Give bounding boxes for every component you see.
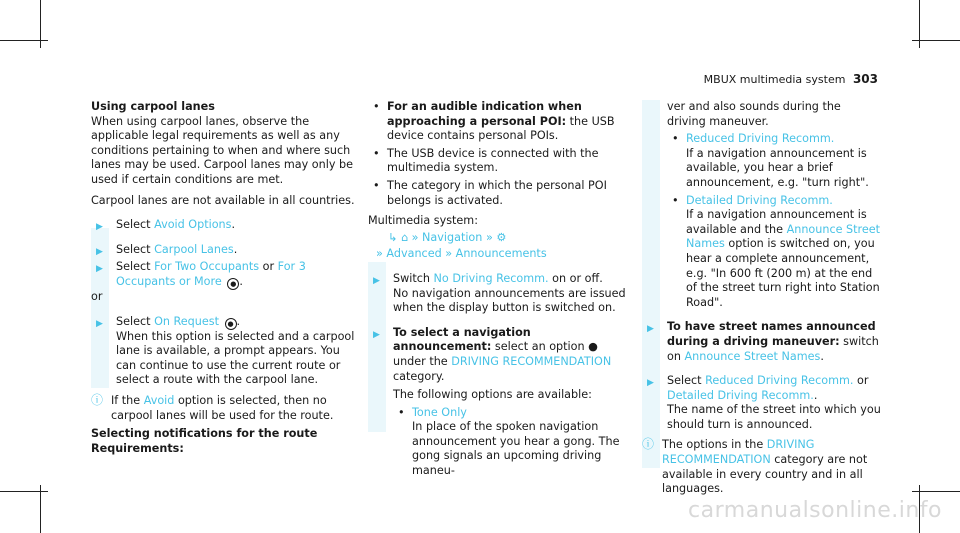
info-note-2: ⓘ The options in the DRIVING RECOMMENDATION category are not available in every country and in all languages. [642, 437, 868, 496]
link-announce-street-names[interactable]: Announce Street Names [686, 222, 881, 251]
link-two-occupants[interactable]: For Two Occupants [154, 260, 260, 274]
step-carpool-lanes: ▶ Select Carpool Lanes. [91, 243, 356, 258]
crop-mark [912, 491, 960, 492]
option-detailed: • Detailed Driving Recomm. If a navigation announcement is available and the Announce Street Names option is switched on, you hear a complete announcement, e.g. "In 600 ft (200 m) at the end of the street turn right into Station Road". [672, 193, 881, 309]
select-button-icon: ● [227, 278, 239, 290]
option-tone-only: • Tone Only In place of the spoken navigation announcement you hear a gong. The gong signals an upcoming driving maneu- [398, 405, 620, 478]
step-street-names: ▶ To have street names announced during a driving maneuver: switch on Announce Street Names. [647, 320, 879, 363]
path-navigation[interactable]: Navigation [422, 230, 483, 244]
link-on-request[interactable]: On Request [154, 314, 219, 328]
column-1 [91, 100, 356, 456]
link-detailed-driving-recomm[interactable]: Detailed Driving Recomm. [686, 193, 833, 207]
path-arrow-icon: ↳ [388, 230, 398, 244]
on-request-desc: When this option is selected and a carpool lane is available, a prompt appears. You can continue to use the current route or select a route with the carpool lane. [116, 329, 355, 387]
chevron-icon: » [445, 247, 453, 261]
crop-mark [912, 40, 960, 41]
step-arrow-icon: ▶ [96, 264, 103, 275]
info-icon: ⓘ [91, 392, 104, 407]
header-title: MBUX multimedia system [703, 73, 846, 86]
step-select-recomm: ▶ Select Reduced Driving Recomm. or Detailed Driving Recomm.. The name of the street into which you should turn is announced. [647, 374, 881, 431]
section-heading-2: Selecting notifications for the route [91, 427, 318, 441]
link-avoid[interactable]: Avoid [143, 393, 175, 407]
step-on-request: ▶ Select On Request ● . When this option is selected and a carpool lane is available, a prompt appears. You can continue to use the current route or select a route with the carpool lane. [96, 314, 355, 387]
column-3: ver and also sounds during the driving maneuver. • Reduced Driving Recomm. If a navigation announcement is available, you hear a brief announcement, e.g. "turn right". • Detailed Driving Recomm. If a navigation announcement is available and the Announce Street Names option is switched on, you hear a complete announcement, e.g. "In 600 ft (200 m) at the end of the street turn right into Station Road". ▶ To have street names announced during a driving maneuver: switch on Announce Street Names. ▶ Select Reduced Driving Recomm. or Detailed Driving Recomm.. The name of the street into which you should turn is announced. ⓘ The options in the DRIVING RECOMMENDATION category are not available in every country and in all languages. [642, 100, 881, 496]
page-header [704, 72, 878, 88]
section-heading: Using carpool lanes [91, 100, 215, 113]
step-occupants: ▶ Select For Two Occupants or For 3 Occupants or More ● . [96, 260, 306, 288]
availability-note: Carpool lanes are not available in all countries. [91, 193, 355, 207]
info-note: ⓘ If the Avoid option is selected, then no carpool lanes will be used for the route. [91, 392, 334, 422]
link-detailed-2[interactable]: Detailed Driving Recomm. [667, 388, 814, 402]
step-switch: ▶ Switch No Driving Recomm. on or off. No navigation announcements are issued when the display button is switched on. [373, 271, 626, 315]
step-arrow-icon: ▶ [647, 378, 654, 389]
chevron-icon: » [376, 247, 383, 261]
requirement-item: • For an audible indication when approaching a personal POI: the USB device contains personal POIs. [373, 100, 615, 143]
step-arrow-icon: ▶ [373, 329, 380, 340]
crop-mark [0, 40, 48, 41]
step-arrow-icon: ▶ [373, 275, 380, 286]
home-icon: ⌂ [400, 230, 409, 244]
column-2 [368, 100, 630, 479]
crop-mark [40, 485, 41, 533]
multimedia-label: Multimedia system: [368, 214, 478, 228]
link-driving-recommendation-2[interactable]: DRIVING RECOMMENDATION [662, 438, 815, 467]
info-icon: ⓘ [642, 437, 655, 452]
link-three-occupants[interactable]: For 3 Occupants or More [116, 260, 306, 288]
select-button-icon: ● [225, 318, 237, 330]
path-announcements[interactable]: Announcements [455, 247, 547, 261]
or-label: or [91, 289, 103, 303]
step-arrow-icon: ▶ [96, 222, 103, 233]
chevron-icon: » [485, 230, 493, 244]
path-advanced[interactable]: Advanced [386, 247, 442, 261]
link-driving-recommendation[interactable]: DRIVING RECOMMENDATION [451, 354, 612, 368]
link-avoid-options[interactable]: Avoid Options [154, 218, 232, 232]
page-number: 303 [852, 72, 878, 86]
step-avoid-options: ▶ Select Avoid Options. [91, 218, 356, 233]
step-arrow-icon: ▶ [96, 246, 103, 257]
link-reduced-driving-recomm[interactable]: Reduced Driving Recomm. [686, 132, 835, 146]
requirement-item: • The USB device is connected with the multimedia system. [373, 146, 599, 175]
link-reduced-2[interactable]: Reduced Driving Recomm. [705, 374, 854, 388]
link-carpool-lanes[interactable]: Carpool Lanes [154, 242, 234, 256]
menu-path [368, 231, 630, 246]
option-reduced: • Reduced Driving Recomm. If a navigation announcement is available, you hear a brief announcement, e.g. "turn right". [672, 132, 869, 189]
requirement-item: • The category in which the personal POI belongs is activated. [373, 178, 607, 207]
step-arrow-icon: ▶ [96, 318, 103, 329]
step-select-announcement: ▶ To select a navigation announcement: select an option ● under the DRIVING RECOMMENDATION category. The following options are available: • Tone Only In place of the spoken navigation announcement you hear a gong. The gong signals an upcoming driving maneu- [368, 326, 630, 479]
link-announce-street-names-2[interactable]: Announce Street Names [684, 349, 821, 363]
intro-text: When using carpool lanes, observe the applicable legal requirements as well as any conditions pertaining to when and where such lanes may be used. Carpool lanes may only be used if certain conditions are met. [91, 114, 353, 186]
requirements-label: Requirements: [91, 441, 184, 455]
step-arrow-icon: ▶ [647, 324, 654, 335]
settings-icon: ⚙ [496, 230, 507, 244]
link-no-driving-recomm[interactable]: No Driving Recomm. [433, 271, 549, 285]
menu-path-2 [368, 247, 630, 262]
crop-mark [0, 491, 48, 492]
chevron-icon: » [411, 230, 419, 244]
link-tone-only[interactable]: Tone Only [412, 405, 467, 419]
watermark: carmanualsonline.info [688, 498, 942, 524]
